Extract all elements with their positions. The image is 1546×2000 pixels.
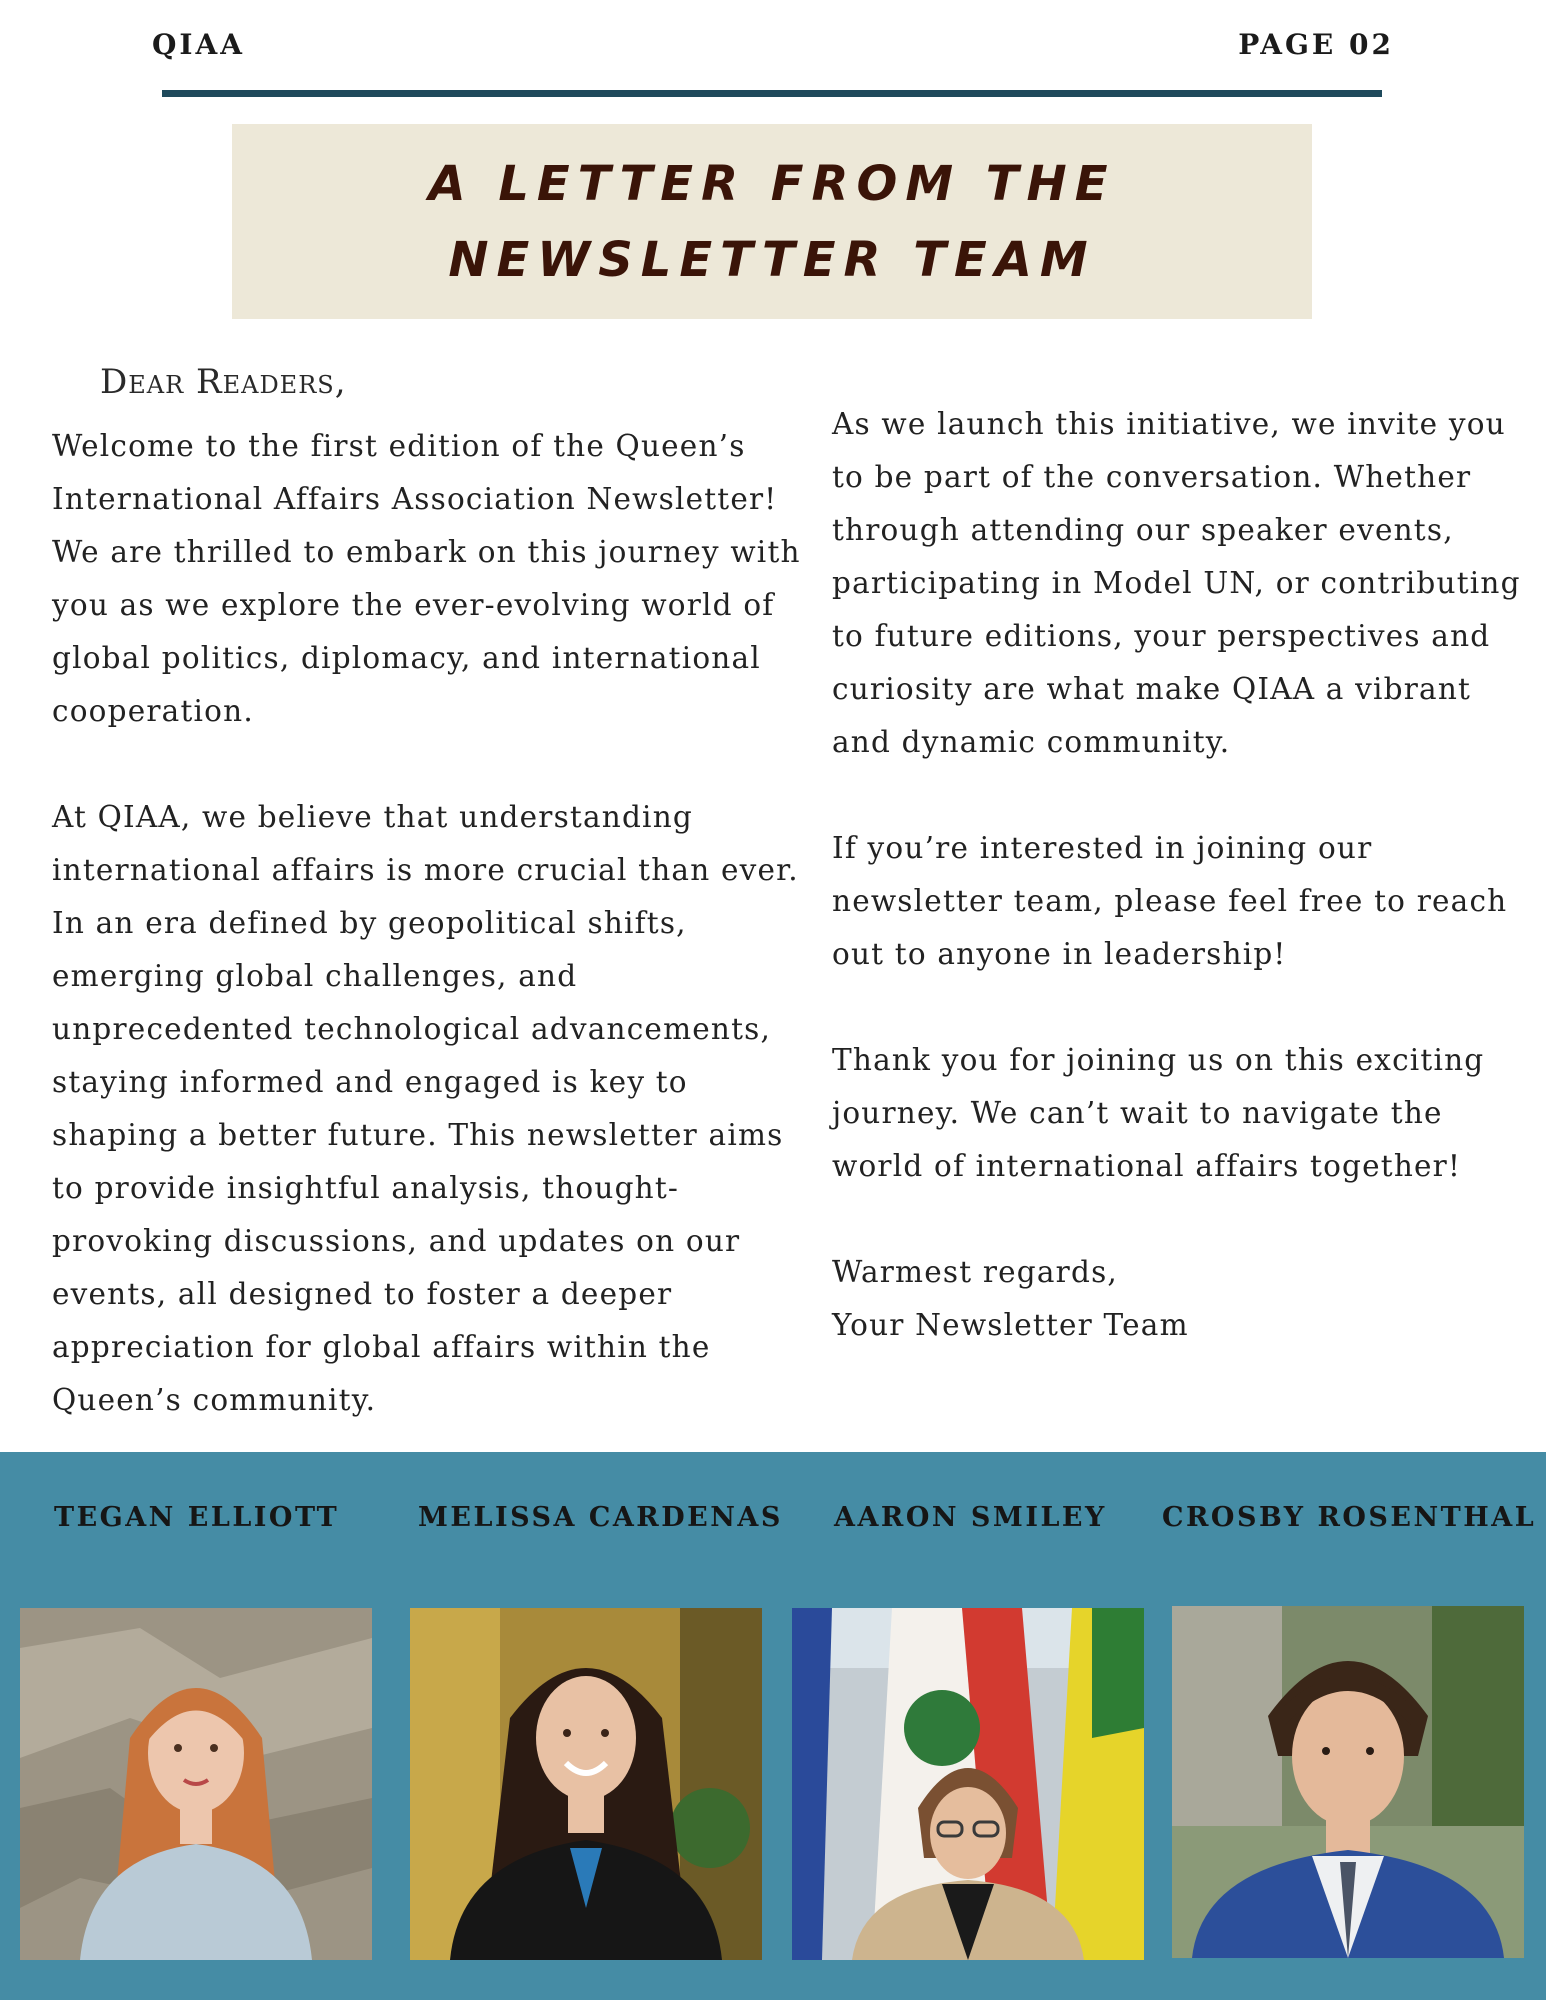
letter-signature: Your Newsletter Team bbox=[832, 1308, 1189, 1342]
header-divider bbox=[162, 90, 1382, 97]
team-member-name: MELISSA CARDENAS bbox=[418, 1502, 783, 1533]
team-member-photo bbox=[1172, 1606, 1524, 1958]
portrait-photo-icon bbox=[1172, 1606, 1524, 1958]
page-title-line2: NEWSLETTER TEAM bbox=[448, 231, 1096, 288]
letter-sign-off bbox=[832, 1246, 1532, 1352]
letter-paragraph: Welcome to the first edition of the Queen’s International Affairs Association Newsletter! We are thrilled to embark on this journey with you as we explore the ever-evolving world of global politics, diplomacy, and international cooperation. bbox=[52, 429, 801, 728]
team-member-name: AARON SMILEY bbox=[834, 1502, 1107, 1533]
letter-paragraph: At QIAA, we believe that understanding international affairs is more crucial than ever. In an era defined by geopolitical shifts, emerging global challenges, and unprecedented technological advancements, staying informed and engaged is key to shaping a better future. This newsletter aims to provide insightful analysis, thought-provoking discussions, and updates on our events, all designed to foster a deeper appreciation for global affairs within the Queen’s community. bbox=[52, 800, 799, 1417]
page-title bbox=[428, 146, 1115, 298]
letter-right-column bbox=[832, 398, 1532, 1352]
letter-left-column bbox=[52, 420, 812, 1427]
portrait-photo-icon bbox=[410, 1608, 762, 1960]
page-number: PAGE 02 bbox=[1238, 28, 1394, 61]
letter-closing: Warmest regards, bbox=[832, 1255, 1118, 1289]
portrait-photo-icon bbox=[20, 1608, 372, 1960]
letter-salutation: Dear Readers, bbox=[100, 362, 347, 402]
page-title-line1: A LETTER FROM THE bbox=[428, 155, 1116, 212]
portrait-photo-icon bbox=[792, 1608, 1144, 1960]
team-member-photo bbox=[20, 1608, 372, 1960]
team-member-photo bbox=[792, 1608, 1144, 1960]
team-member-photo bbox=[410, 1608, 762, 1960]
team-member-name: CROSBY ROSENTHAL bbox=[1162, 1502, 1537, 1533]
newsletter-org-name: QIAA bbox=[152, 28, 245, 61]
letter-paragraph: If you’re interested in joining our newsletter team, please feel free to reach out to anyone in leadership! bbox=[832, 831, 1508, 971]
team-member-name: TEGAN ELLIOTT bbox=[54, 1502, 340, 1533]
letter-paragraph: Thank you for joining us on this exciting journey. We can’t wait to navigate the world of international affairs together! bbox=[832, 1043, 1485, 1183]
title-banner bbox=[232, 124, 1312, 319]
letter-paragraph: As we launch this initiative, we invite you to be part of the conversation. Whether through attending our speaker events, participating in Model UN, or contributing to future editions, your perspectives and curiosity are what make QIAA a vibrant and dynamic community. bbox=[832, 407, 1521, 759]
